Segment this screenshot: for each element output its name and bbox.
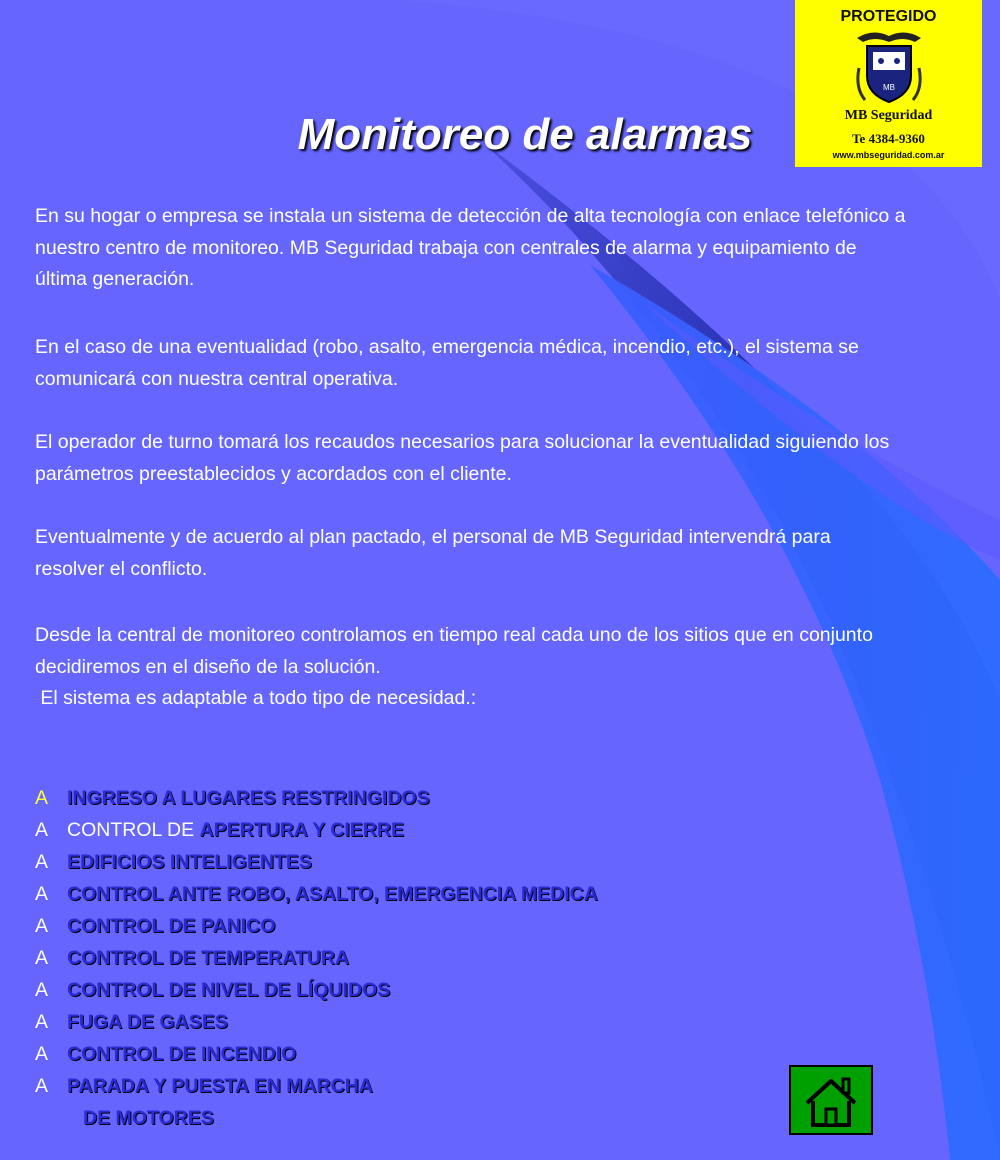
paragraph-5 [35,620,1000,715]
bullet: A [35,819,49,841]
home-icon [791,1067,871,1133]
bullet: A [35,787,49,809]
paragraph-4 [35,522,1000,585]
list-item [35,814,598,846]
bullet: A [35,947,49,969]
bullet: A [35,1043,49,1065]
bullet: A [35,851,49,873]
paragraph-line: El operador de turno tomará los recaudos necesarios para solucionar la eventualidad siguiendo los [35,431,890,453]
paragraph-line: Desde la central de monitoreo controlamos en tiempo real cada uno de los sitios que en conjunto [35,624,873,646]
logo-website: www.mbseguridad.com.ar [832,150,945,160]
list-item [35,782,598,814]
list-item-label: INGRESO A LUGARES RESTRINGIDOS [67,787,430,809]
paragraph-line: En el caso de una eventualidad (robo, asalto, emergencia médica, incendio, etc.), el sistema se [35,336,859,358]
bullet: A [35,1011,49,1033]
list-item [35,974,598,1006]
services-list [35,782,598,1134]
paragraph-line: última generación. [35,268,195,290]
list-item [35,1006,598,1038]
paragraph-line: El sistema es adaptable a todo tipo de necesidad.: [35,687,477,709]
list-item-label: CONTROL DE NIVEL DE LÍQUIDOS [67,979,391,1001]
paragraph-line: Eventualmente y de acuerdo al plan pactado, el personal de MB Seguridad intervendrá para [35,526,831,548]
paragraph-2 [35,332,1000,395]
bullet: A [35,883,49,905]
bullet: A [35,1075,49,1097]
list-item-label: CONTROL DE TEMPERATURA [67,947,350,969]
list-item-label: FUGA DE GASES [67,1011,228,1033]
list-item-label: CONTROL ANTE ROBO, ASALTO, EMERGENCIA MEDICA [67,883,598,905]
list-item [35,846,598,878]
paragraph-line: comunicará con nuestra central operativa. [35,367,399,390]
paragraph-1 [35,201,1000,296]
bullet: A [35,979,49,1001]
list-item [35,1070,598,1102]
paragraph-3 [35,427,1000,490]
paragraph-line: resolver el conflicto. [35,557,208,580]
list-item [35,878,598,910]
list-item-label: CONTROL DE PANICO [67,915,276,937]
logo-company: MB Seguridad [844,108,933,123]
home-button[interactable] [789,1065,873,1135]
list-item-label: EDIFICIOS INTELIGENTES [67,851,312,873]
list-item-label: CONTROL DE INCENDIO [67,1043,297,1065]
list-item-label-plain: CONTROL DE [67,819,200,841]
paragraph-line: nuestro centro de monitoreo. MB Seguridad trabaja con centrales de alarma y equipamiento de [35,236,857,259]
paragraph-line: decidiremos en el diseño de la solución. [35,655,381,678]
paragraph-line: En su hogar o empresa se instala un sistema de detección de alta tecnología con enlace telefónico a [35,205,906,227]
list-item [35,942,598,974]
list-item [35,1038,598,1070]
paragraph-line: parámetros preestablecidos y acordados con el cliente. [35,462,512,485]
seal-text: MB [883,83,895,92]
list-item-label: PARADA Y PUESTA EN MARCHA [67,1075,373,1097]
bullet: A [35,915,49,937]
logo-phone: Te 4384-9360 [852,131,925,146]
list-item-label: DE MOTORES [83,1107,214,1129]
list-item-continuation [35,1102,598,1134]
logo-top-text: PROTEGIDO [840,8,937,25]
list-item-label: APERTURA Y CIERRE [199,819,404,841]
page-title: Monitoreo de alarmas [297,110,753,159]
list-item [35,910,598,942]
shield-icon [853,28,925,108]
